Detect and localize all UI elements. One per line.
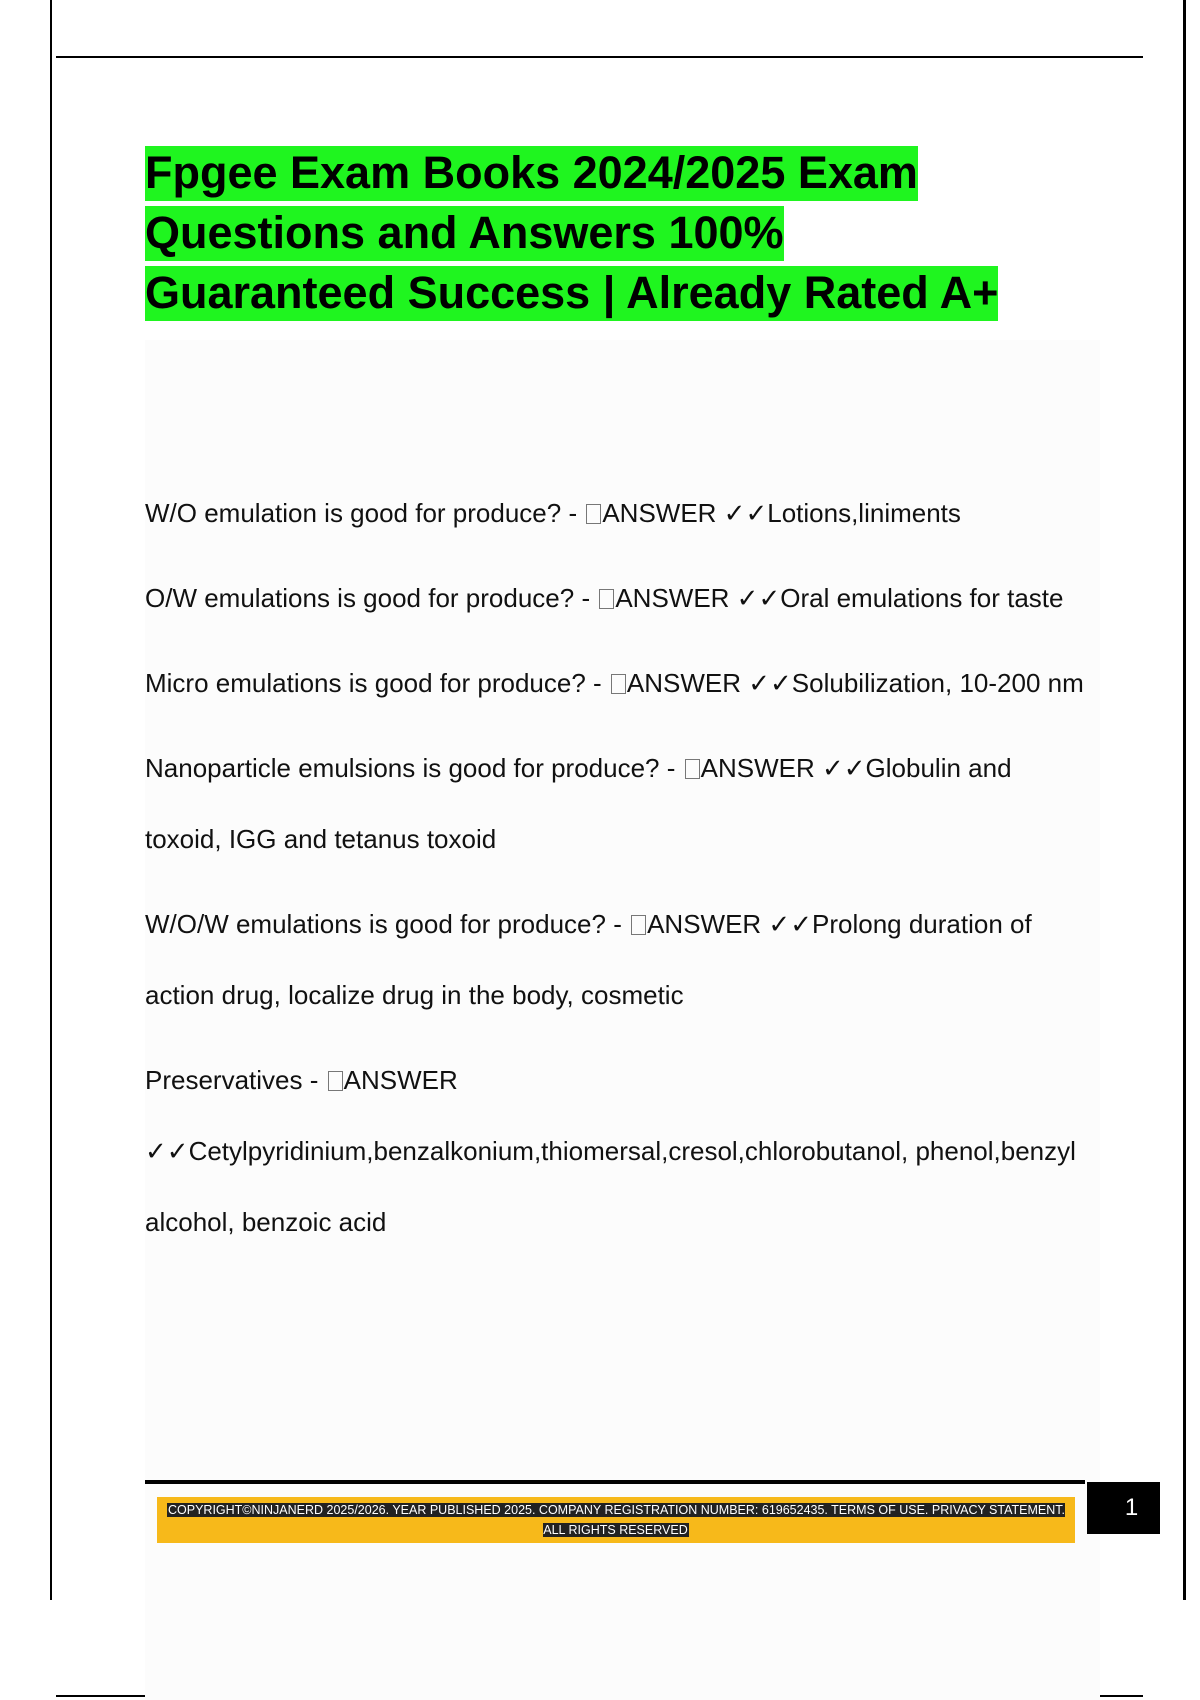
qa-item	[145, 889, 1095, 1031]
answer-text: ANSWER ✓✓Globulin and toxoid, IGG and tetanus toxoid	[145, 753, 1012, 854]
top-rule	[56, 56, 1143, 58]
answer-text: ANSWER ✓✓Lotions,liniments	[602, 498, 961, 528]
missing-glyph-icon	[631, 915, 646, 935]
title-line-3: Guaranteed Success | Already Rated A+	[145, 266, 998, 321]
question-text: O/W emulations is good for produce? -	[145, 583, 598, 613]
question-text: W/O/W emulations is good for produce? -	[145, 909, 630, 939]
missing-glyph-icon	[685, 759, 700, 779]
qa-list	[145, 478, 1095, 1272]
answer-text: ANSWER ✓✓Cetylpyridinium,benzalkonium,thiomersal,cresol,chlorobutanol, phenol,benzyl alcohol, benzoic acid	[145, 1065, 1076, 1237]
qa-item	[145, 1045, 1095, 1258]
missing-glyph-icon	[328, 1071, 343, 1091]
page-border-left	[50, 0, 52, 1600]
answer-text: ANSWER ✓✓Prolong duration of action drug, localize drug in the body, cosmetic	[145, 909, 1032, 1010]
question-text: Micro emulations is good for produce? -	[145, 668, 609, 698]
missing-glyph-icon	[599, 589, 614, 609]
question-text: Preservatives -	[145, 1065, 326, 1095]
missing-glyph-icon	[611, 674, 626, 694]
title-line-1: Fpgee Exam Books 2024/2025 Exam	[145, 146, 918, 201]
qa-item	[145, 563, 1095, 634]
footer-rule	[145, 1480, 1085, 1484]
question-text: Nanoparticle emulsions is good for produce? -	[145, 753, 683, 783]
title-line-2: Questions and Answers 100%	[145, 206, 784, 261]
qa-item	[145, 733, 1095, 875]
answer-text: ANSWER ✓✓Solubilization, 10-200 nm	[626, 668, 1084, 698]
qa-item	[145, 478, 1095, 549]
document-title	[145, 143, 1145, 323]
qa-item	[145, 648, 1095, 719]
page-border-right	[1183, 0, 1186, 1600]
copyright-text: COPYRIGHT©NINJANERD 2025/2026. YEAR PUBLISHED 2025. COMPANY REGISTRATION NUMBER: 619652435. TERMS OF USE. PRIVACY STATEMENT. ALL RIGHTS RESERVED	[168, 1503, 1065, 1537]
page-number: 1	[1087, 1482, 1160, 1534]
footer-banner	[157, 1497, 1075, 1543]
answer-text: ANSWER ✓✓Oral emulations for taste	[615, 583, 1064, 613]
missing-glyph-icon	[586, 504, 601, 524]
question-text: W/O emulation is good for produce? -	[145, 498, 585, 528]
